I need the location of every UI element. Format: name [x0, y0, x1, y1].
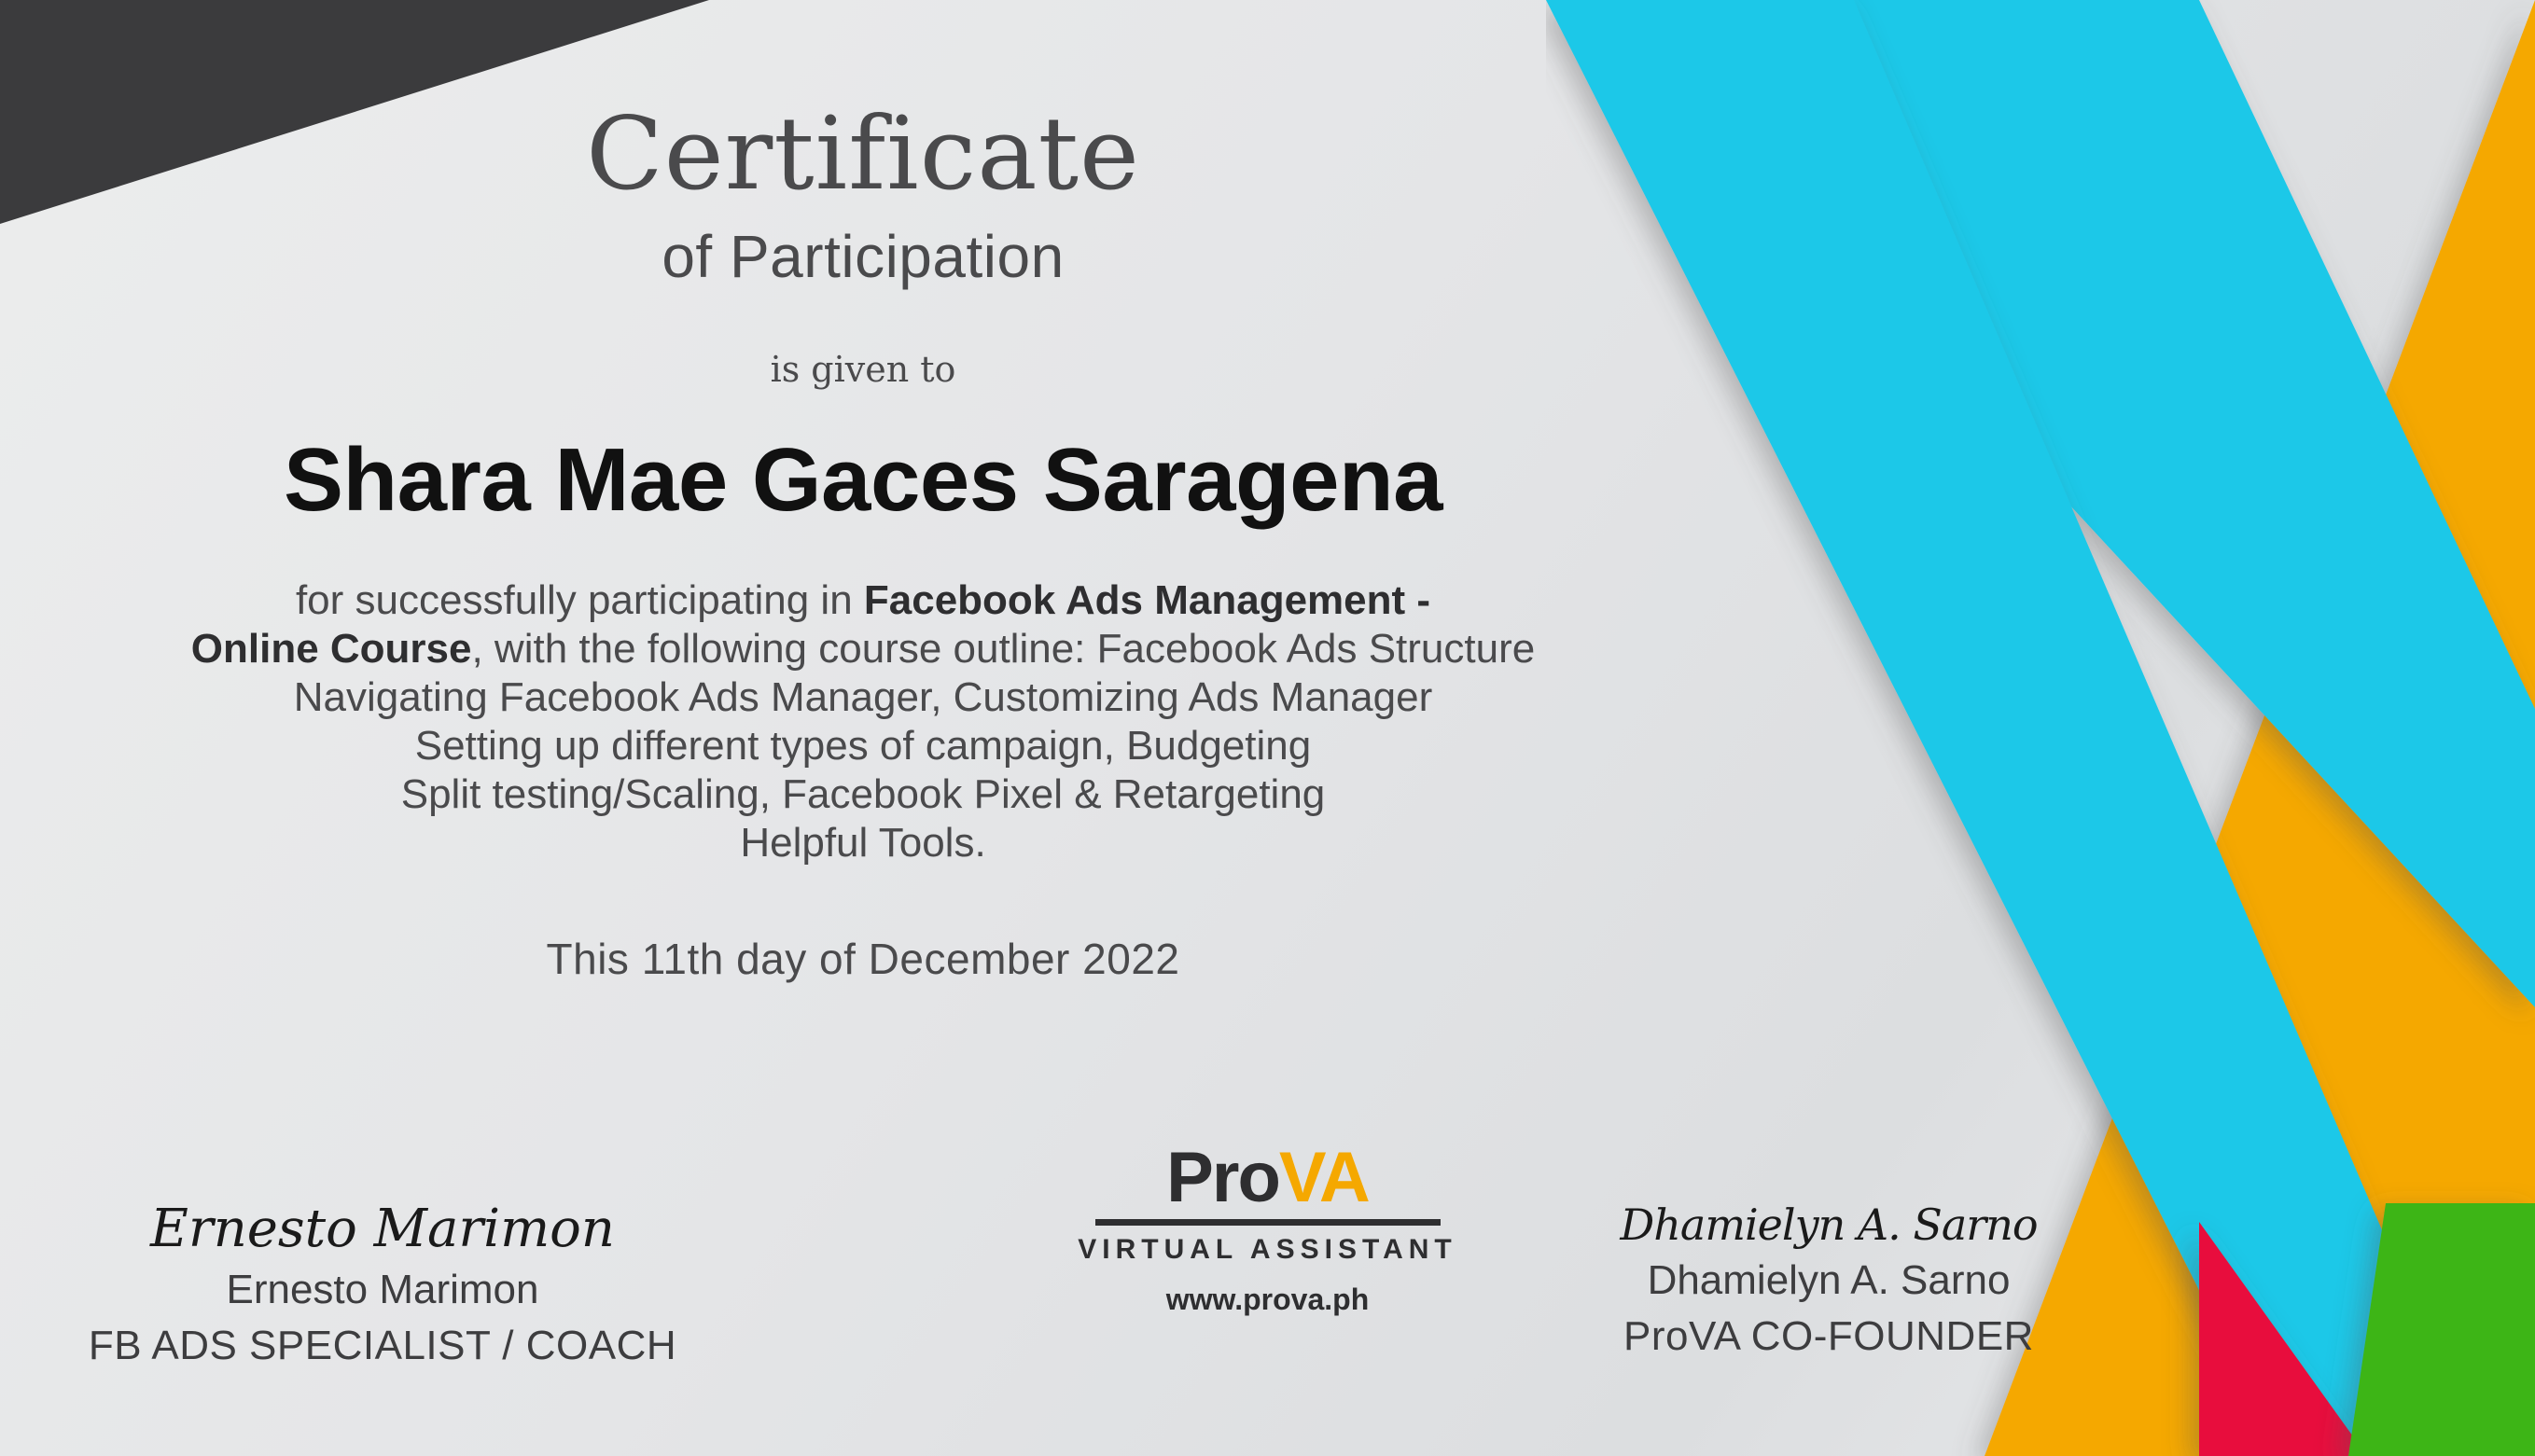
recipient-name: Shara Mae Gaces Saragena — [283, 430, 1443, 530]
logo-wordmark — [1025, 1138, 1511, 1217]
given-to-label: is given to — [770, 349, 956, 390]
signature-block-left — [37, 1199, 728, 1369]
description-line-3: Navigating Facebook Ads Manager, Customizing Ads Manager — [293, 673, 1433, 720]
signature-block-right — [1474, 1199, 2183, 1360]
logo-word-pro: Pro — [1166, 1138, 1279, 1217]
signature-script-right: Dhamielyn A. Sarno — [1620, 1199, 2038, 1250]
signature-script-left: Ernesto Marimon — [150, 1199, 615, 1259]
logo-divider — [1095, 1219, 1441, 1226]
issue-date: This 11th day of December 2022 — [546, 935, 1180, 984]
course-name-part-1: Facebook Ads Management - — [863, 577, 1431, 623]
description-line-4: Setting up different types of campaign, Budgeting — [414, 722, 1312, 769]
signatory-name-right: Dhamielyn A. Sarno — [1647, 1257, 2011, 1303]
description-line-2-rest: , with the following course outline: Facebook Ads Structure — [471, 625, 1536, 672]
signatory-role-right: ProVA CO-FOUNDER — [1623, 1313, 2034, 1359]
logo-website-url: www.prova.ph — [1165, 1283, 1370, 1316]
certificate-subtitle: of Participation — [662, 223, 1065, 290]
signatory-role-left: FB ADS SPECIALIST / COACH — [88, 1323, 677, 1368]
prova-logo — [1025, 1138, 1511, 1317]
course-name-part-2: Online Course — [190, 625, 472, 672]
description-line-2 — [61, 625, 1665, 673]
course-description — [61, 532, 1665, 867]
signatory-name-left: Ernesto Marimon — [226, 1267, 539, 1312]
logo-word-va: VA — [1278, 1138, 1369, 1217]
logo-tagline: VIRTUAL ASSISTANT — [1078, 1234, 1457, 1265]
description-line-1 — [61, 576, 1665, 625]
description-line-6: Helpful Tools. — [740, 819, 986, 866]
page-title: Certificate — [586, 96, 1140, 213]
description-line-5: Split testing/Scaling, Facebook Pixel & Retargeting — [400, 770, 1326, 817]
description-line-1-prefix: for successfully participating in — [295, 577, 864, 623]
